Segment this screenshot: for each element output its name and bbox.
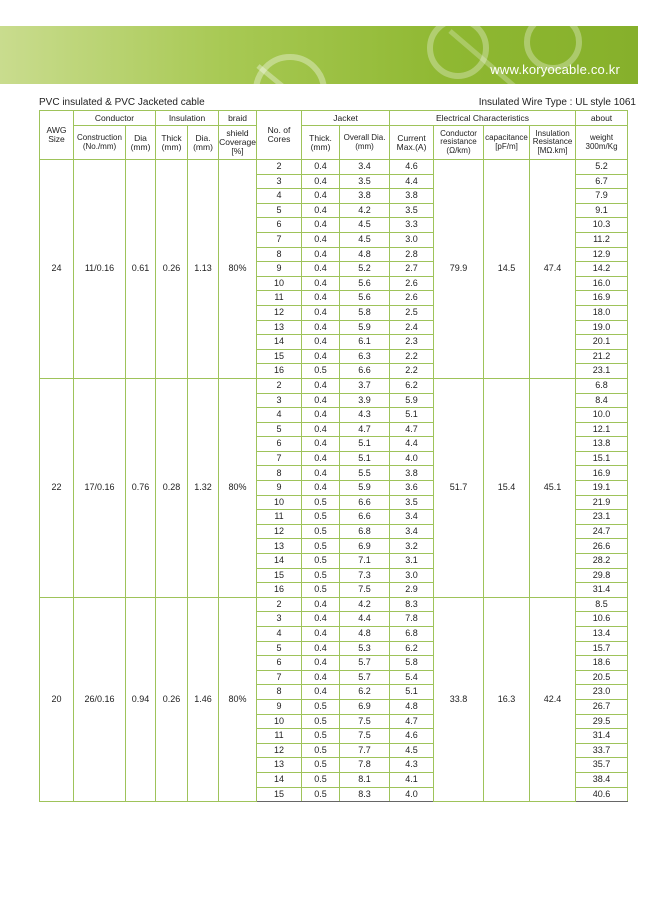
overall-dia-cell: 5.2: [340, 262, 390, 277]
cores-cell: 11: [257, 729, 302, 744]
cores-cell: 10: [257, 495, 302, 510]
weight-cell: 16.9: [576, 291, 628, 306]
weight-cell: 23.1: [576, 510, 628, 525]
insulation-thick-cell: 0.26: [156, 160, 188, 379]
weight-cell: 10.6: [576, 612, 628, 627]
cores-cell: 4: [257, 627, 302, 642]
weight-cell: 35.7: [576, 758, 628, 773]
cores-cell: 10: [257, 276, 302, 291]
overall-dia-cell: 4.8: [340, 627, 390, 642]
header-braid-coverage: shield Coverage [%]: [219, 126, 257, 160]
weight-cell: 33.7: [576, 743, 628, 758]
current-max-cell: 5.1: [390, 408, 434, 423]
header-conductor-dia: Dia (mm): [126, 126, 156, 160]
current-max-cell: 2.4: [390, 320, 434, 335]
jacket-thick-cell: 0.5: [302, 510, 340, 525]
jacket-thick-cell: 0.5: [302, 495, 340, 510]
current-max-cell: 3.0: [390, 232, 434, 247]
cores-cell: 16: [257, 364, 302, 379]
header-insulation: Insulation: [156, 111, 219, 126]
current-max-cell: 4.6: [390, 160, 434, 175]
jacket-thick-cell: 0.4: [302, 597, 340, 612]
current-max-cell: 2.9: [390, 583, 434, 598]
cores-cell: 3: [257, 393, 302, 408]
awg-size-cell: 20: [40, 597, 74, 801]
insulation-resistance-cell: 45.1: [530, 378, 576, 597]
jacket-thick-cell: 0.5: [302, 772, 340, 787]
insulation-thick-cell: 0.28: [156, 378, 188, 597]
overall-dia-cell: 3.8: [340, 189, 390, 204]
header-electrical: Electrical Characteristics: [390, 111, 576, 126]
current-max-cell: 2.2: [390, 364, 434, 379]
current-max-cell: 2.3: [390, 335, 434, 350]
cores-cell: 6: [257, 656, 302, 671]
overall-dia-cell: 4.5: [340, 218, 390, 233]
weight-cell: 15.1: [576, 451, 628, 466]
cores-cell: 2: [257, 597, 302, 612]
current-max-cell: 3.4: [390, 510, 434, 525]
header-current: Current Max.(A): [390, 126, 434, 160]
overall-dia-cell: 5.7: [340, 656, 390, 671]
current-max-cell: 2.6: [390, 291, 434, 306]
jacket-thick-cell: 0.4: [302, 393, 340, 408]
overall-dia-cell: 7.8: [340, 758, 390, 773]
weight-cell: 16.0: [576, 276, 628, 291]
current-max-cell: 2.7: [390, 262, 434, 277]
current-max-cell: 6.2: [390, 378, 434, 393]
weight-cell: 5.2: [576, 160, 628, 175]
cores-cell: 4: [257, 189, 302, 204]
jacket-thick-cell: 0.4: [302, 160, 340, 175]
weight-cell: 20.5: [576, 670, 628, 685]
current-max-cell: 3.5: [390, 495, 434, 510]
jacket-thick-cell: 0.4: [302, 189, 340, 204]
current-max-cell: 3.6: [390, 481, 434, 496]
jacket-thick-cell: 0.4: [302, 422, 340, 437]
cores-cell: 8: [257, 247, 302, 262]
jacket-thick-cell: 0.4: [302, 247, 340, 262]
header-banner: [0, 26, 638, 84]
current-max-cell: 7.8: [390, 612, 434, 627]
overall-dia-cell: 4.8: [340, 247, 390, 262]
awg-size-cell: 24: [40, 160, 74, 379]
weight-cell: 21.2: [576, 349, 628, 364]
overall-dia-cell: 6.9: [340, 699, 390, 714]
current-max-cell: 4.7: [390, 714, 434, 729]
cores-cell: 15: [257, 349, 302, 364]
conductor-dia-cell: 0.94: [126, 597, 156, 801]
overall-dia-cell: 5.9: [340, 481, 390, 496]
overall-dia-cell: 3.4: [340, 160, 390, 175]
weight-cell: 40.6: [576, 787, 628, 802]
capacitance-cell: 16.3: [484, 597, 530, 801]
cores-cell: 4: [257, 408, 302, 423]
cores-cell: 12: [257, 743, 302, 758]
cores-cell: 15: [257, 787, 302, 802]
overall-dia-cell: 5.8: [340, 305, 390, 320]
cores-cell: 9: [257, 481, 302, 496]
current-max-cell: 4.3: [390, 758, 434, 773]
conductor-dia-cell: 0.61: [126, 160, 156, 379]
cores-cell: 10: [257, 714, 302, 729]
cores-cell: 11: [257, 291, 302, 306]
weight-cell: 23.1: [576, 364, 628, 379]
weight-cell: 31.4: [576, 729, 628, 744]
overall-dia-cell: 5.9: [340, 320, 390, 335]
weight-cell: 14.2: [576, 262, 628, 277]
header-awg-size: AWG Size: [40, 111, 74, 160]
overall-dia-cell: 7.5: [340, 583, 390, 598]
weight-cell: 11.2: [576, 232, 628, 247]
header-weight: weight 300m/Kg: [576, 126, 628, 160]
jacket-thick-cell: 0.4: [302, 320, 340, 335]
weight-cell: 19.0: [576, 320, 628, 335]
overall-dia-cell: 4.2: [340, 597, 390, 612]
conductor-dia-cell: 0.76: [126, 378, 156, 597]
cores-cell: 16: [257, 583, 302, 598]
jacket-thick-cell: 0.5: [302, 583, 340, 598]
construction-cell: 17/0.16: [74, 378, 126, 597]
current-max-cell: 4.5: [390, 743, 434, 758]
jacket-thick-cell: 0.5: [302, 568, 340, 583]
weight-cell: 8.4: [576, 393, 628, 408]
jacket-thick-cell: 0.4: [302, 335, 340, 350]
cores-cell: 13: [257, 758, 302, 773]
cores-cell: 3: [257, 174, 302, 189]
insulation-resistance-cell: 42.4: [530, 597, 576, 801]
header-resistance: Conductor resistance (Ω/km): [434, 126, 484, 160]
weight-cell: 29.8: [576, 568, 628, 583]
overall-dia-cell: 7.7: [340, 743, 390, 758]
overall-dia-cell: 5.7: [340, 670, 390, 685]
jacket-thick-cell: 0.5: [302, 729, 340, 744]
overall-dia-cell: 6.1: [340, 335, 390, 350]
jacket-thick-cell: 0.4: [302, 174, 340, 189]
insulation-dia-cell: 1.32: [188, 378, 219, 597]
header-insulation-thick: Thick (mm): [156, 126, 188, 160]
jacket-thick-cell: 0.4: [302, 481, 340, 496]
insulation-dia-cell: 1.13: [188, 160, 219, 379]
jacket-thick-cell: 0.4: [302, 451, 340, 466]
overall-dia-cell: 4.3: [340, 408, 390, 423]
cores-cell: 7: [257, 451, 302, 466]
current-max-cell: 4.4: [390, 174, 434, 189]
website-url[interactable]: www.koryocable.co.kr: [490, 62, 620, 77]
jacket-thick-cell: 0.4: [302, 670, 340, 685]
jacket-thick-cell: 0.4: [302, 276, 340, 291]
weight-cell: 9.1: [576, 203, 628, 218]
header-cores: No. of Cores: [257, 111, 302, 160]
overall-dia-cell: 3.7: [340, 378, 390, 393]
weight-cell: 23.0: [576, 685, 628, 700]
cores-cell: 7: [257, 670, 302, 685]
overall-dia-cell: 8.1: [340, 772, 390, 787]
jacket-thick-cell: 0.4: [302, 612, 340, 627]
weight-cell: 28.2: [576, 554, 628, 569]
cores-cell: 5: [257, 422, 302, 437]
current-max-cell: 3.2: [390, 539, 434, 554]
weight-cell: 10.0: [576, 408, 628, 423]
overall-dia-cell: 4.7: [340, 422, 390, 437]
jacket-thick-cell: 0.4: [302, 349, 340, 364]
spec-table-body: [40, 160, 628, 802]
overall-dia-cell: 7.1: [340, 554, 390, 569]
weight-cell: 31.4: [576, 583, 628, 598]
overall-dia-cell: 4.5: [340, 232, 390, 247]
cores-cell: 9: [257, 699, 302, 714]
jacket-thick-cell: 0.4: [302, 203, 340, 218]
overall-dia-cell: 6.6: [340, 495, 390, 510]
weight-cell: 24.7: [576, 524, 628, 539]
cores-cell: 13: [257, 320, 302, 335]
jacket-thick-cell: 0.5: [302, 364, 340, 379]
current-max-cell: 5.1: [390, 685, 434, 700]
cores-cell: 8: [257, 466, 302, 481]
header-weight-about: about: [576, 111, 628, 126]
current-max-cell: 4.6: [390, 729, 434, 744]
weight-cell: 13.8: [576, 437, 628, 452]
weight-cell: 10.3: [576, 218, 628, 233]
cores-cell: 12: [257, 305, 302, 320]
overall-dia-cell: 5.1: [340, 437, 390, 452]
overall-dia-cell: 7.5: [340, 714, 390, 729]
weight-cell: 19.1: [576, 481, 628, 496]
weight-cell: 20.1: [576, 335, 628, 350]
table-row: [40, 597, 628, 612]
jacket-thick-cell: 0.5: [302, 524, 340, 539]
jacket-thick-cell: 0.4: [302, 291, 340, 306]
weight-cell: 21.9: [576, 495, 628, 510]
weight-cell: 6.7: [576, 174, 628, 189]
weight-cell: 16.9: [576, 466, 628, 481]
weight-cell: 6.8: [576, 378, 628, 393]
jacket-thick-cell: 0.5: [302, 699, 340, 714]
header-construction: Construction (No./mm): [74, 126, 126, 160]
cores-cell: 5: [257, 641, 302, 656]
current-max-cell: 3.8: [390, 189, 434, 204]
conductor-resistance-cell: 79.9: [434, 160, 484, 379]
jacket-thick-cell: 0.4: [302, 685, 340, 700]
capacitance-cell: 14.5: [484, 160, 530, 379]
jacket-thick-cell: 0.4: [302, 656, 340, 671]
cores-cell: 14: [257, 554, 302, 569]
current-max-cell: 5.4: [390, 670, 434, 685]
insulation-thick-cell: 0.26: [156, 597, 188, 801]
cores-cell: 2: [257, 160, 302, 175]
weight-cell: 26.6: [576, 539, 628, 554]
header-jacket-thick: Thick. (mm): [302, 126, 340, 160]
current-max-cell: 4.1: [390, 772, 434, 787]
overall-dia-cell: 6.6: [340, 364, 390, 379]
insulation-dia-cell: 1.46: [188, 597, 219, 801]
cable-spec-table: [39, 110, 628, 802]
current-max-cell: 4.4: [390, 437, 434, 452]
overall-dia-cell: 6.9: [340, 539, 390, 554]
current-max-cell: 6.2: [390, 641, 434, 656]
current-max-cell: 5.8: [390, 656, 434, 671]
weight-cell: 12.1: [576, 422, 628, 437]
table-row: [40, 378, 628, 393]
cores-cell: 2: [257, 378, 302, 393]
cores-cell: 8: [257, 685, 302, 700]
weight-cell: 18.0: [576, 305, 628, 320]
current-max-cell: 4.8: [390, 699, 434, 714]
cores-cell: 9: [257, 262, 302, 277]
overall-dia-cell: 8.3: [340, 787, 390, 802]
jacket-thick-cell: 0.4: [302, 218, 340, 233]
cores-cell: 12: [257, 524, 302, 539]
current-max-cell: 3.3: [390, 218, 434, 233]
cores-cell: 11: [257, 510, 302, 525]
weight-cell: 26.7: [576, 699, 628, 714]
current-max-cell: 3.8: [390, 466, 434, 481]
overall-dia-cell: 3.5: [340, 174, 390, 189]
cores-cell: 5: [257, 203, 302, 218]
current-max-cell: 2.6: [390, 276, 434, 291]
overall-dia-cell: 4.2: [340, 203, 390, 218]
jacket-thick-cell: 0.5: [302, 539, 340, 554]
jacket-thick-cell: 0.4: [302, 408, 340, 423]
overall-dia-cell: 5.1: [340, 451, 390, 466]
overall-dia-cell: 5.6: [340, 276, 390, 291]
construction-cell: 11/0.16: [74, 160, 126, 379]
header-overall-dia: Overall Dia.(mm): [340, 126, 390, 160]
jacket-thick-cell: 0.5: [302, 714, 340, 729]
overall-dia-cell: 6.8: [340, 524, 390, 539]
header-conductor: Conductor: [74, 111, 156, 126]
current-max-cell: 4.0: [390, 451, 434, 466]
cores-cell: 3: [257, 612, 302, 627]
overall-dia-cell: 3.9: [340, 393, 390, 408]
cores-cell: 6: [257, 218, 302, 233]
current-max-cell: 3.1: [390, 554, 434, 569]
insulation-resistance-cell: 47.4: [530, 160, 576, 379]
overall-dia-cell: 6.2: [340, 685, 390, 700]
weight-cell: 13.4: [576, 627, 628, 642]
weight-cell: 15.7: [576, 641, 628, 656]
header-insulation-resistance: Insulation Resistance [MΩ.km]: [530, 126, 576, 160]
header-jacket: Jacket: [302, 111, 390, 126]
header-capacitance: capacitance [pF/m]: [484, 126, 530, 160]
weight-cell: 38.4: [576, 772, 628, 787]
awg-size-cell: 22: [40, 378, 74, 597]
overall-dia-cell: 5.5: [340, 466, 390, 481]
capacitance-cell: 15.4: [484, 378, 530, 597]
current-max-cell: 3.5: [390, 203, 434, 218]
weight-cell: 29.5: [576, 714, 628, 729]
current-max-cell: 2.8: [390, 247, 434, 262]
cores-cell: 14: [257, 772, 302, 787]
header-insulation-dia: Dia. (mm): [188, 126, 219, 160]
construction-cell: 26/0.16: [74, 597, 126, 801]
wire-type: Insulated Wire Type : UL style 1061: [478, 97, 636, 108]
cores-cell: 15: [257, 568, 302, 583]
table-row: [40, 160, 628, 175]
cores-cell: 14: [257, 335, 302, 350]
overall-dia-cell: 7.5: [340, 729, 390, 744]
jacket-thick-cell: 0.4: [302, 627, 340, 642]
cores-cell: 7: [257, 232, 302, 247]
braid-coverage-cell: 80%: [219, 160, 257, 379]
current-max-cell: 6.8: [390, 627, 434, 642]
jacket-thick-cell: 0.5: [302, 743, 340, 758]
jacket-thick-cell: 0.5: [302, 787, 340, 802]
current-max-cell: 3.0: [390, 568, 434, 583]
cable-description: PVC insulated & PVC Jacketed cable: [39, 97, 205, 108]
header-braid: braid: [219, 111, 257, 126]
jacket-thick-cell: 0.4: [302, 378, 340, 393]
current-max-cell: 4.7: [390, 422, 434, 437]
overall-dia-cell: 6.6: [340, 510, 390, 525]
weight-cell: 8.5: [576, 597, 628, 612]
braid-coverage-cell: 80%: [219, 378, 257, 597]
cores-cell: 6: [257, 437, 302, 452]
jacket-thick-cell: 0.4: [302, 232, 340, 247]
jacket-thick-cell: 0.5: [302, 758, 340, 773]
weight-cell: 18.6: [576, 656, 628, 671]
braid-coverage-cell: 80%: [219, 597, 257, 801]
current-max-cell: 3.4: [390, 524, 434, 539]
overall-dia-cell: 6.3: [340, 349, 390, 364]
jacket-thick-cell: 0.4: [302, 437, 340, 452]
current-max-cell: 2.5: [390, 305, 434, 320]
jacket-thick-cell: 0.4: [302, 262, 340, 277]
jacket-thick-cell: 0.5: [302, 554, 340, 569]
overall-dia-cell: 5.3: [340, 641, 390, 656]
jacket-thick-cell: 0.4: [302, 641, 340, 656]
jacket-thick-cell: 0.4: [302, 305, 340, 320]
overall-dia-cell: 4.4: [340, 612, 390, 627]
conductor-resistance-cell: 51.7: [434, 378, 484, 597]
cores-cell: 13: [257, 539, 302, 554]
jacket-thick-cell: 0.4: [302, 466, 340, 481]
overall-dia-cell: 7.3: [340, 568, 390, 583]
current-max-cell: 8.3: [390, 597, 434, 612]
weight-cell: 12.9: [576, 247, 628, 262]
current-max-cell: 5.9: [390, 393, 434, 408]
overall-dia-cell: 5.6: [340, 291, 390, 306]
conductor-resistance-cell: 33.8: [434, 597, 484, 801]
current-max-cell: 2.2: [390, 349, 434, 364]
weight-cell: 7.9: [576, 189, 628, 204]
current-max-cell: 4.0: [390, 787, 434, 802]
